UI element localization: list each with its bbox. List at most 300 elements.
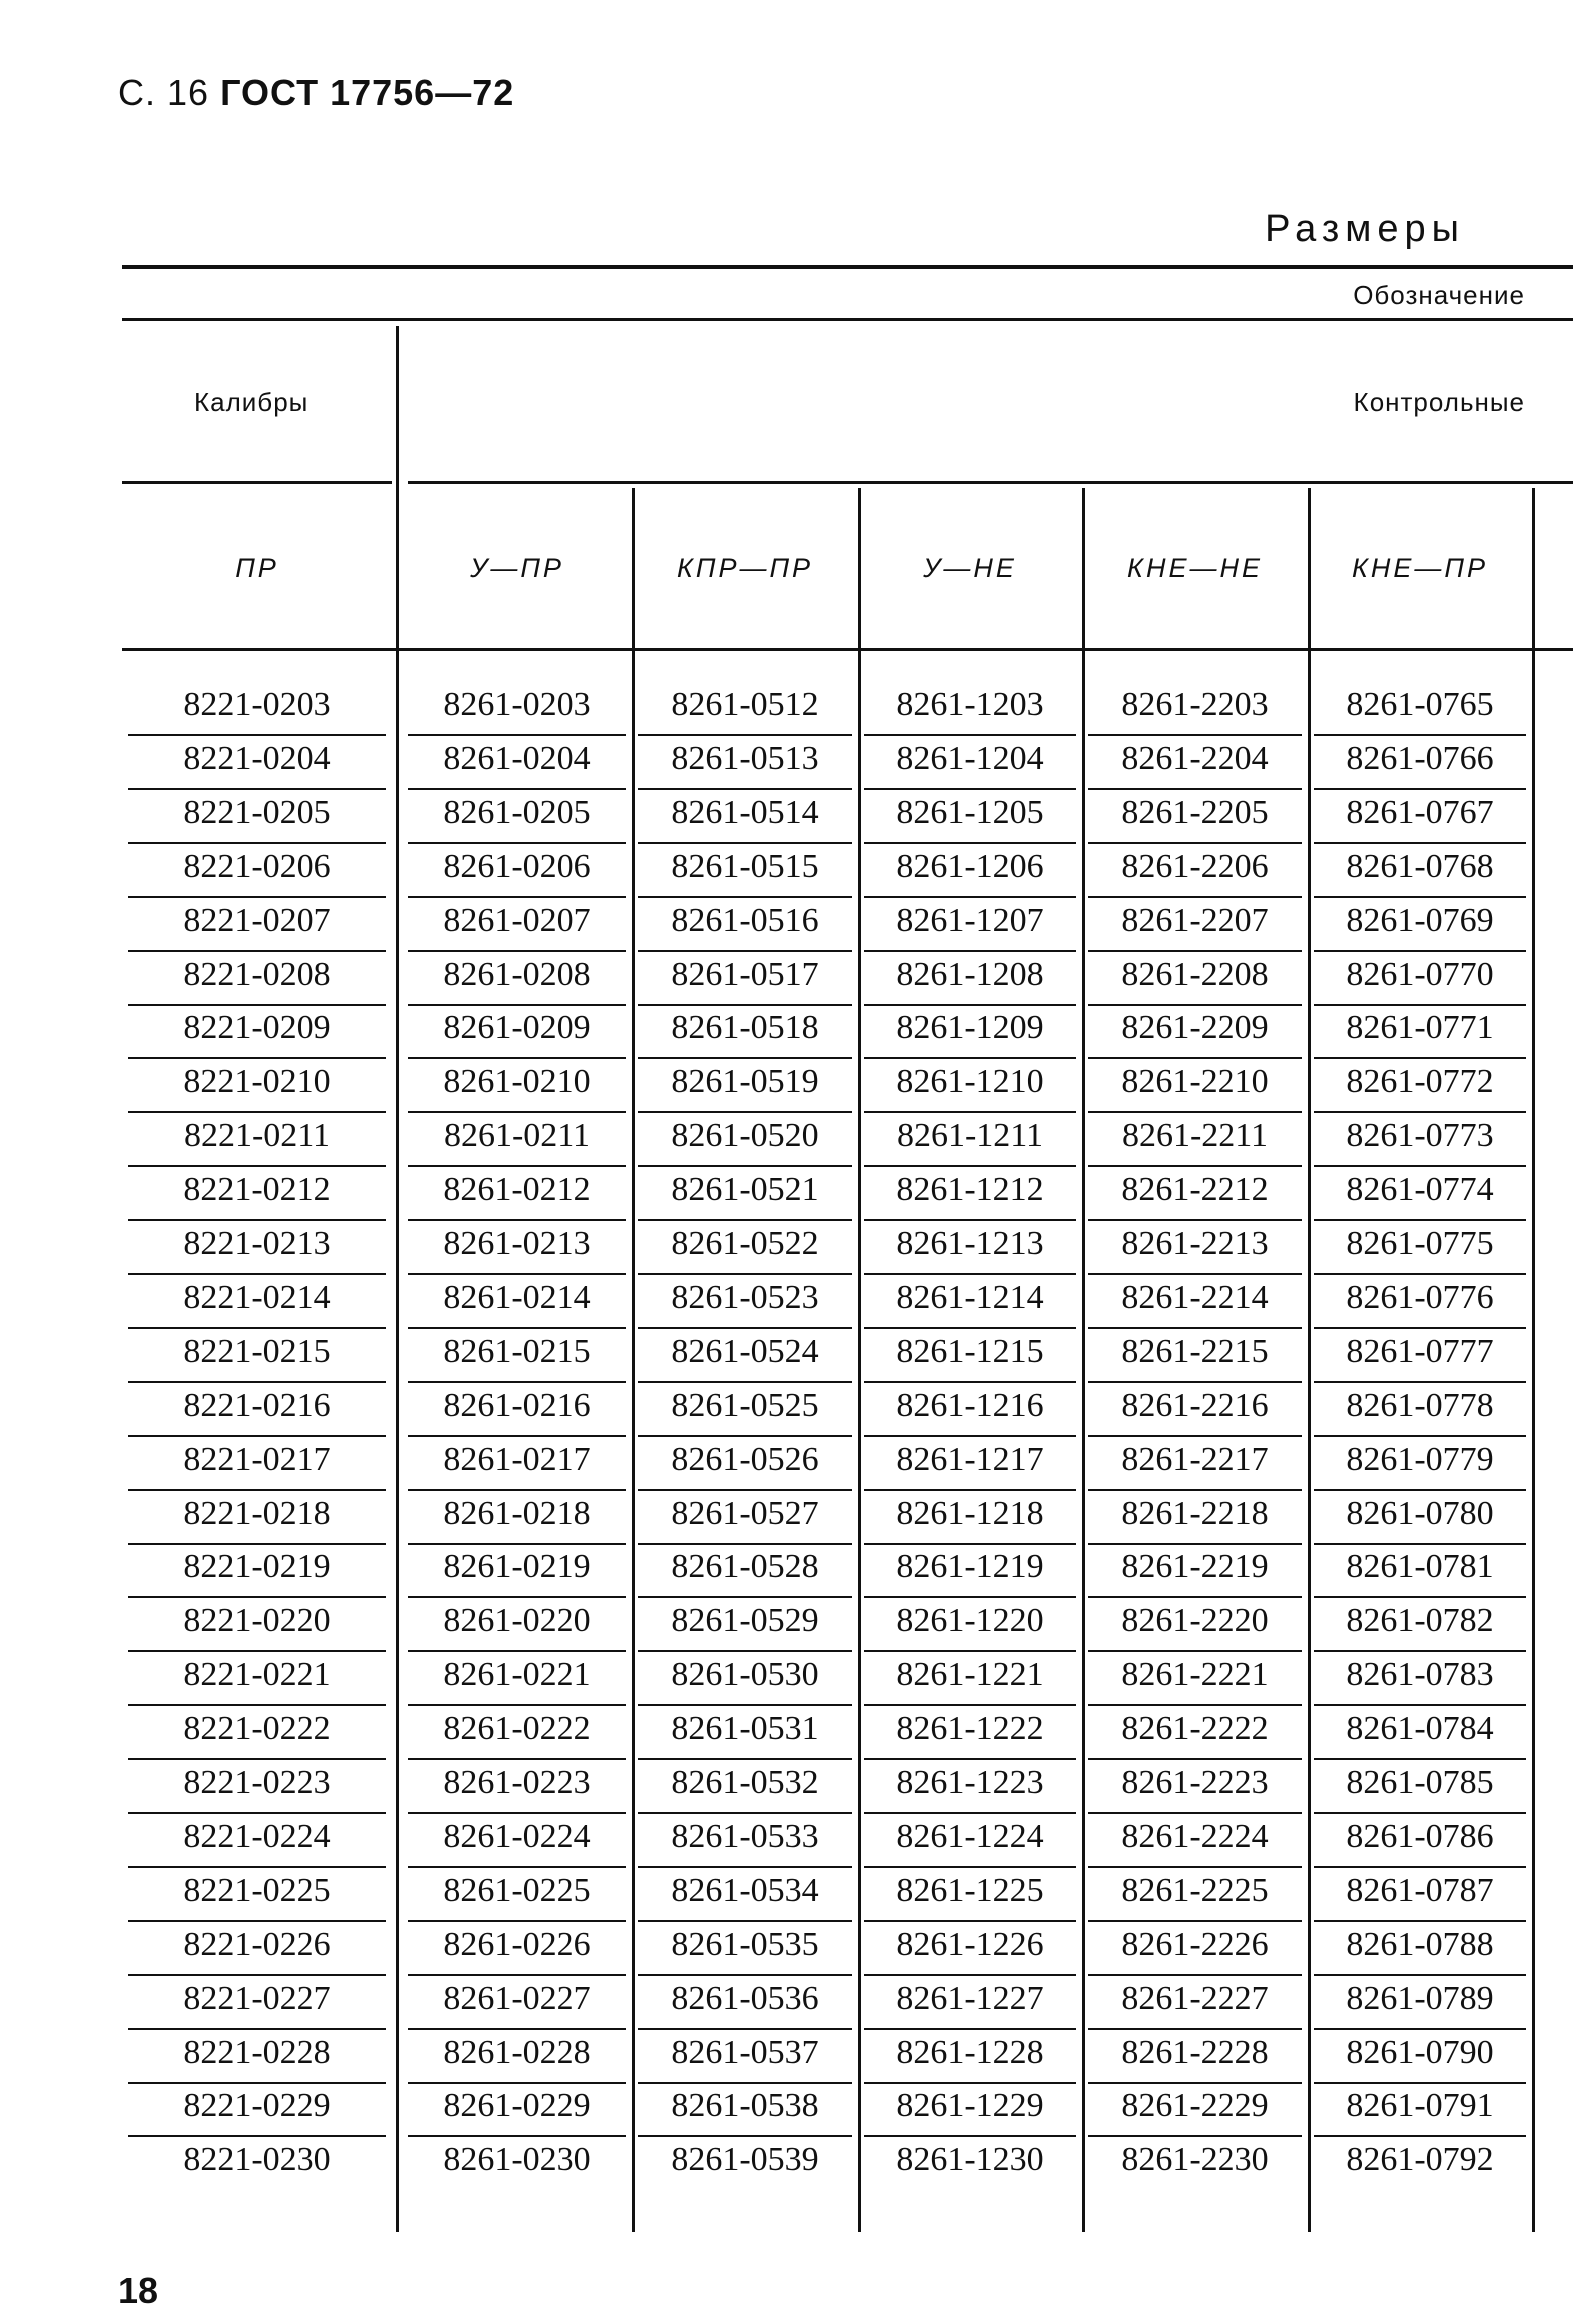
row-separator (408, 2082, 626, 2084)
table-cell: 8261-2205 (1121, 793, 1269, 831)
table-cell: 8261-0789 (1346, 1979, 1494, 2017)
table-cell: 8261-0521 (671, 1171, 819, 1209)
row-separator (128, 950, 386, 952)
table-cell: 8261-0770 (1346, 955, 1494, 993)
row-separator (638, 1812, 852, 1814)
table-cell: 8261-0210 (443, 1063, 591, 1101)
row-separator (1314, 950, 1526, 952)
table-cell: 8261-0215 (443, 1332, 591, 1370)
row-separator (638, 1866, 852, 1868)
row-separator (1314, 1004, 1526, 1006)
table-cell: 8261-0781 (1346, 1548, 1494, 1586)
page-ref: С. 16 (118, 72, 210, 113)
row-separator (864, 1704, 1076, 1706)
table-cell: 8261-2215 (1121, 1332, 1269, 1370)
table-cell: 8261-1227 (896, 1979, 1044, 2017)
table-cell: 8221-0220 (183, 1602, 331, 1640)
row-separator (1314, 1543, 1526, 1545)
row-separator (864, 1273, 1076, 1275)
row-separator (864, 1435, 1076, 1437)
row-separator (864, 842, 1076, 844)
row-separator (864, 896, 1076, 898)
table-cell: 8221-0213 (183, 1225, 331, 1262)
table-cell: 8261-2228 (1121, 2033, 1269, 2071)
table-cell: 8261-0518 (671, 1009, 819, 1047)
table-cell: 8261-1216 (896, 1386, 1044, 1424)
page-header (118, 72, 514, 114)
table-cell: 8261-0788 (1346, 1925, 1494, 1963)
table-cell: 8221-0203 (183, 686, 331, 723)
row-separator (1314, 1650, 1526, 1652)
table-cell: 8261-1203 (896, 686, 1044, 723)
table-cell: 8261-0775 (1346, 1225, 1494, 1262)
row-separator (1314, 1866, 1526, 1868)
row-separator (128, 2082, 386, 2084)
row-separator (1088, 1435, 1302, 1437)
designation-label: Обозначение (1353, 280, 1525, 310)
table-cell: 8261-1226 (896, 1925, 1044, 1963)
row-separator (128, 1165, 386, 1167)
row-separator (408, 1596, 626, 1598)
row-separator (1088, 1004, 1302, 1006)
row-separator (864, 1758, 1076, 1760)
section-title: Размеры (1265, 208, 1465, 250)
table-cell: 8261-0520 (671, 1117, 819, 1155)
row-separator (1088, 1381, 1302, 1383)
table-cell: 8261-1209 (896, 1009, 1044, 1047)
table-cell: 8261-0779 (1346, 1440, 1494, 1478)
table-cell: 8221-0209 (183, 1009, 331, 1047)
row-separator (128, 1435, 386, 1437)
row-separator (1088, 1489, 1302, 1491)
row-separator (1314, 1596, 1526, 1598)
table-cell: 8261-0207 (443, 901, 591, 939)
row-separator (638, 1111, 852, 1113)
standard-number: ГОСТ 17756—72 (220, 72, 515, 113)
row-separator (1314, 842, 1526, 844)
row-separator (1314, 1327, 1526, 1329)
row-separator (638, 1273, 852, 1275)
column-divider (1532, 488, 1535, 2232)
table-cell: 8221-0229 (183, 2087, 331, 2125)
table-cell: 8261-0230 (443, 2141, 591, 2179)
row-separator (128, 1758, 386, 1760)
table-cell: 8221-0208 (183, 955, 331, 993)
row-separator (408, 1704, 626, 1706)
table-cell: 8261-2221 (1121, 1656, 1269, 1694)
column-header: КНЕ—НЕ (1127, 553, 1263, 583)
table-cell: 8261-2218 (1121, 1494, 1269, 1532)
row-separator (864, 1920, 1076, 1922)
row-separator (638, 1435, 852, 1437)
table-cell: 8261-0782 (1346, 1602, 1494, 1640)
row-separator (128, 1650, 386, 1652)
table-cell: 8221-0207 (183, 901, 331, 939)
row-separator (638, 1327, 852, 1329)
table-cell: 8261-1215 (896, 1332, 1044, 1370)
table-cell: 8261-0773 (1346, 1117, 1494, 1155)
row-separator (1314, 1704, 1526, 1706)
row-separator (128, 1543, 386, 1545)
table-cell: 8221-0221 (183, 1656, 331, 1694)
row-separator (1088, 788, 1302, 790)
row-separator (864, 1057, 1076, 1059)
table-cell: 8261-0787 (1346, 1871, 1494, 1909)
row-separator (864, 1381, 1076, 1383)
table-cell: 8261-0768 (1346, 847, 1494, 885)
table-cell: 8261-0767 (1346, 793, 1494, 831)
row-separator (128, 1812, 386, 1814)
table-cell: 8221-0218 (183, 1494, 331, 1532)
table-cell: 8261-0229 (443, 2087, 591, 2125)
row-separator (408, 1165, 626, 1167)
table-cell: 8261-2213 (1121, 1225, 1269, 1262)
row-separator (128, 788, 386, 790)
table-cell: 8261-0790 (1346, 2033, 1494, 2071)
table-cell: 8261-0778 (1346, 1386, 1494, 1424)
table-cell: 8261-0220 (443, 1602, 591, 1640)
table-cell: 8261-0522 (671, 1225, 819, 1262)
table-cell: 8221-0210 (183, 1063, 331, 1101)
table-cell: 8261-1204 (896, 739, 1044, 777)
row-separator (408, 734, 626, 736)
table-cell: 8261-0516 (671, 901, 819, 939)
row-separator (1314, 1219, 1526, 1221)
table-cell: 8261-2209 (1121, 1009, 1269, 1047)
table-cell: 8261-0527 (671, 1494, 819, 1532)
row-separator (1088, 1974, 1302, 1976)
row-separator (1314, 788, 1526, 790)
table-cell: 8261-0204 (443, 739, 591, 777)
row-separator (408, 1111, 626, 1113)
row-separator (1088, 896, 1302, 898)
table-cell: 8261-0217 (443, 1440, 591, 1478)
table-cell: 8261-0227 (443, 1979, 591, 2017)
row-separator (864, 1004, 1076, 1006)
table-cell: 8261-0535 (671, 1925, 819, 1963)
table-cell: 8261-2206 (1121, 847, 1269, 885)
row-separator (1088, 842, 1302, 844)
row-separator (638, 1219, 852, 1221)
table-cell: 8261-0205 (443, 793, 591, 831)
row-separator (638, 1758, 852, 1760)
row-separator (1088, 1111, 1302, 1113)
row-separator (638, 2028, 852, 2030)
table-cell: 8261-1225 (896, 1871, 1044, 1909)
row-separator (864, 734, 1076, 736)
row-separator (1314, 1974, 1526, 1976)
table-cell: 8261-1212 (896, 1171, 1044, 1209)
table-cell: 8261-0537 (671, 2033, 819, 2071)
table-cell: 8261-1218 (896, 1494, 1044, 1532)
row-separator (638, 2082, 852, 2084)
row-separator (1314, 2028, 1526, 2030)
row-separator (1314, 1489, 1526, 1491)
row-separator (864, 1111, 1076, 1113)
table-cell: 8261-0786 (1346, 1817, 1494, 1855)
row-separator (128, 2028, 386, 2030)
row-separator (408, 1758, 626, 1760)
table-cell: 8261-0765 (1346, 686, 1494, 723)
row-separator (864, 788, 1076, 790)
table-cell: 8261-0784 (1346, 1710, 1494, 1748)
table-cell: 8261-0225 (443, 1871, 591, 1909)
row-separator (1088, 1165, 1302, 1167)
table-cell: 8261-2224 (1121, 1817, 1269, 1855)
table-cell: 8261-0539 (671, 2141, 819, 2179)
table-cell: 8261-2220 (1121, 1602, 1269, 1640)
table-cell: 8261-0791 (1346, 2087, 1494, 2125)
table-cell: 8221-0215 (183, 1332, 331, 1370)
row-separator (864, 2135, 1076, 2137)
table-cell: 8261-0772 (1346, 1063, 1494, 1101)
row-separator (128, 1327, 386, 1329)
designation-rule (122, 318, 1573, 321)
table-cell: 8261-0769 (1346, 901, 1494, 939)
table-cell: 8261-1217 (896, 1440, 1044, 1478)
table-cell: 8221-0205 (183, 793, 331, 831)
table-cell: 8261-0514 (671, 793, 819, 831)
table-cell: 8261-2222 (1121, 1710, 1269, 1748)
column-header: У—НЕ (923, 553, 1017, 583)
table-cell: 8221-0225 (183, 1871, 331, 1909)
row-separator (638, 950, 852, 952)
table-cell: 8261-1207 (896, 901, 1044, 939)
row-separator (128, 896, 386, 898)
row-separator (1088, 1866, 1302, 1868)
row-separator (1314, 2135, 1526, 2137)
row-separator (408, 1273, 626, 1275)
row-separator (1088, 1327, 1302, 1329)
row-separator (408, 1866, 626, 1868)
table-cell: 8261-2223 (1121, 1764, 1269, 1801)
row-separator (1088, 1219, 1302, 1221)
table-cell: 8221-0222 (183, 1710, 331, 1748)
table-cell: 8221-0224 (183, 1817, 331, 1855)
table-cell: 8261-0228 (443, 2033, 591, 2071)
row-separator (638, 1704, 852, 1706)
table-cell: 8261-0211 (443, 1117, 591, 1155)
table-cell: 8261-0221 (443, 1656, 591, 1694)
row-separator (1088, 2135, 1302, 2137)
table-cell: 8261-0212 (443, 1171, 591, 1209)
row-separator (1314, 734, 1526, 736)
table-cell: 8261-2212 (1121, 1171, 1269, 1209)
row-separator (864, 950, 1076, 952)
table-cell: 8261-1210 (896, 1063, 1044, 1101)
table-cell: 8221-0230 (183, 2141, 331, 2179)
row-separator (408, 1381, 626, 1383)
row-separator (128, 1974, 386, 1976)
row-separator (128, 2135, 386, 2137)
table-cell: 8261-0524 (671, 1332, 819, 1370)
row-separator (1088, 1758, 1302, 1760)
table-top-rule (122, 265, 1573, 269)
table-cell: 8261-0223 (443, 1764, 591, 1801)
row-separator (408, 1219, 626, 1221)
group-rule-left (122, 481, 392, 484)
row-separator (408, 896, 626, 898)
table-cell: 8261-0766 (1346, 739, 1494, 777)
table-cell: 8261-1228 (896, 2033, 1044, 2071)
table-cell: 8261-2217 (1121, 1440, 1269, 1478)
table-cell: 8261-2210 (1121, 1063, 1269, 1101)
table-cell: 8261-2225 (1121, 1871, 1269, 1909)
table-cell: 8221-0227 (183, 1979, 331, 2017)
table-cell: 8261-0206 (443, 847, 591, 885)
column-header: У—ПР (470, 553, 564, 583)
table-cell: 8261-0216 (443, 1386, 591, 1424)
table-cell: 8261-0538 (671, 2087, 819, 2125)
row-separator (408, 2028, 626, 2030)
row-separator (864, 1596, 1076, 1598)
group-rule-right (408, 481, 1573, 484)
table-cell: 8261-1230 (896, 2141, 1044, 2179)
table-cell: 8261-0534 (671, 1871, 819, 1909)
row-separator (408, 1489, 626, 1491)
table-cell: 8261-0224 (443, 1817, 591, 1855)
table-cell: 8261-0517 (671, 955, 819, 993)
table-cell: 8261-0525 (671, 1386, 819, 1424)
row-separator (128, 1920, 386, 1922)
column-divider (396, 326, 399, 2232)
row-separator (1314, 1165, 1526, 1167)
row-separator (864, 1165, 1076, 1167)
table-cell: 8221-0223 (183, 1764, 331, 1801)
row-separator (864, 1974, 1076, 1976)
row-separator (864, 1219, 1076, 1221)
row-separator (1088, 2028, 1302, 2030)
table-cell: 8261-1208 (896, 955, 1044, 993)
table-cell: 8261-0526 (671, 1440, 819, 1478)
table-cell: 8261-0774 (1346, 1171, 1494, 1209)
table-cell: 8261-0780 (1346, 1494, 1494, 1532)
row-separator (128, 1004, 386, 1006)
row-separator (638, 1004, 852, 1006)
group-control-label: Контрольные (1353, 387, 1525, 417)
row-separator (638, 1974, 852, 1976)
table-cell: 8261-0219 (443, 1548, 591, 1586)
row-separator (638, 1543, 852, 1545)
table-cell: 8261-2219 (1121, 1548, 1269, 1586)
row-separator (408, 1327, 626, 1329)
table-cell: 8261-0532 (671, 1764, 819, 1801)
table-cell: 8261-0792 (1346, 2141, 1494, 2179)
table-cell: 8261-1206 (896, 847, 1044, 885)
row-separator (638, 1057, 852, 1059)
row-separator (1314, 1435, 1526, 1437)
table-cell: 8261-0513 (671, 739, 819, 777)
row-separator (1314, 1111, 1526, 1113)
row-separator (408, 1543, 626, 1545)
row-separator (1314, 1758, 1526, 1760)
table-cell: 8221-0226 (183, 1925, 331, 1963)
header-bottom-rule (122, 648, 1573, 651)
table-cell: 8261-1222 (896, 1710, 1044, 1748)
row-separator (1088, 1596, 1302, 1598)
table-cell: 8261-0530 (671, 1656, 819, 1694)
page-number: 18 (118, 2270, 159, 2311)
table-cell: 8261-1213 (896, 1225, 1044, 1262)
row-separator (128, 1057, 386, 1059)
row-separator (638, 788, 852, 790)
table-cell: 8261-0213 (443, 1225, 591, 1262)
row-separator (408, 1974, 626, 1976)
table-cell: 8261-2211 (1121, 1117, 1269, 1155)
row-separator (1088, 950, 1302, 952)
row-separator (1314, 1812, 1526, 1814)
table-cell: 8261-2214 (1121, 1278, 1269, 1316)
table-cell: 8261-0218 (443, 1494, 591, 1532)
table-cell: 8261-1214 (896, 1278, 1044, 1316)
table-cell: 8221-0217 (183, 1440, 331, 1478)
table-cell: 8261-2208 (1121, 955, 1269, 993)
table-cell: 8221-0216 (183, 1386, 331, 1424)
row-separator (638, 1489, 852, 1491)
row-separator (408, 1057, 626, 1059)
row-separator (1088, 2082, 1302, 2084)
row-separator (638, 1650, 852, 1652)
row-separator (1088, 1273, 1302, 1275)
row-separator (128, 734, 386, 736)
table-cell: 8261-0226 (443, 1925, 591, 1963)
table-cell: 8261-0536 (671, 1979, 819, 2017)
table-cell: 8261-0209 (443, 1009, 591, 1047)
table-cell: 8261-0771 (1346, 1009, 1494, 1047)
column-header: КНЕ—ПР (1352, 553, 1488, 583)
table-cell: 8261-2227 (1121, 1979, 1269, 2017)
row-separator (864, 1650, 1076, 1652)
row-separator (864, 1327, 1076, 1329)
row-separator (864, 2028, 1076, 2030)
row-separator (638, 1920, 852, 1922)
table-cell: 8261-0528 (671, 1548, 819, 1586)
row-separator (408, 1812, 626, 1814)
table-cell: 8261-0512 (671, 686, 819, 723)
row-separator (1088, 1704, 1302, 1706)
row-separator (128, 1111, 386, 1113)
table-cell: 8261-0222 (443, 1710, 591, 1748)
row-separator (408, 842, 626, 844)
row-separator (1088, 1920, 1302, 1922)
row-separator (128, 1704, 386, 1706)
row-separator (1088, 1812, 1302, 1814)
table-cell: 8221-0206 (183, 847, 331, 885)
row-separator (408, 1920, 626, 1922)
table-cell: 8261-2226 (1121, 1925, 1269, 1963)
table-cell: 8261-0208 (443, 955, 591, 993)
table-cell: 8261-0783 (1346, 1656, 1494, 1694)
row-separator (864, 1543, 1076, 1545)
table-cell: 8261-0519 (671, 1063, 819, 1101)
table-cell: 8261-0785 (1346, 1764, 1494, 1801)
row-separator (638, 1596, 852, 1598)
row-separator (638, 734, 852, 736)
table-cell: 8261-1205 (896, 793, 1044, 831)
table-cell: 8221-0211 (183, 1117, 331, 1155)
row-separator (408, 950, 626, 952)
row-separator (1088, 1057, 1302, 1059)
table-cell: 8261-1211 (896, 1117, 1044, 1155)
table-cell: 8261-0531 (671, 1710, 819, 1748)
row-separator (1314, 1920, 1526, 1922)
table-cell: 8261-0776 (1346, 1278, 1494, 1316)
table-cell: 8261-1220 (896, 1602, 1044, 1640)
row-separator (128, 1489, 386, 1491)
table-cell: 8261-0523 (671, 1278, 819, 1316)
row-separator (128, 1596, 386, 1598)
row-separator (128, 1273, 386, 1275)
